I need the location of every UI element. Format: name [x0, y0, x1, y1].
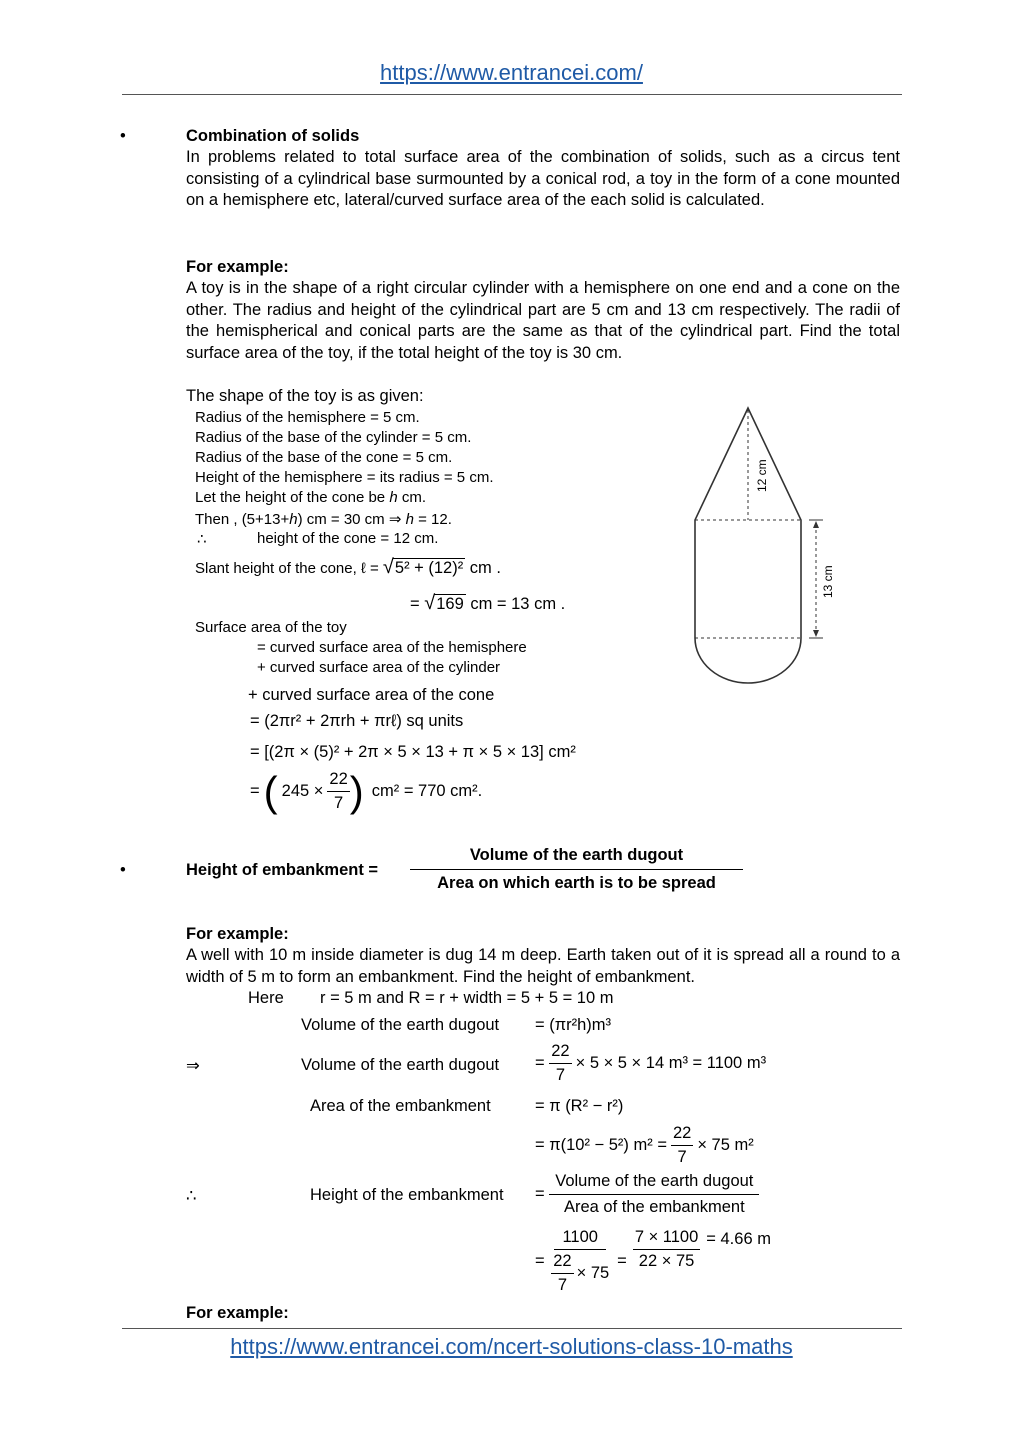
example-paragraph-2: A well with 10 m inside diameter is dug 14 m deep. Earth taken out of it is spread all a round to a width of 5 m to form an embankment. Find the height of embankment.	[186, 946, 900, 986]
cone-height-var: h	[389, 489, 398, 506]
here-text: r = 5 m and R = r + width = 5 + 5 = 10 m	[320, 989, 614, 1007]
calc-den1-tail: × 75	[576, 1264, 610, 1282]
height-frac-num: Volume of the earth dugout	[549, 1172, 759, 1195]
sa-line-1: = curved surface area of the hemisphere	[257, 639, 527, 656]
calc-den1-num: 22	[551, 1252, 573, 1274]
surface-area-label: Surface area of the toy	[195, 619, 347, 636]
cone-height-text-b: cm.	[397, 489, 427, 506]
example-label-1: For example:	[186, 258, 289, 276]
cylinder-height-label: 13 cm	[821, 565, 835, 598]
then-var-h1: h	[289, 511, 298, 528]
toy-outline	[695, 408, 801, 683]
height-frac: = $\frac{\text{Volume of the earth dugout}}{\text{Area of the embankment}}$	[535, 1172, 759, 1217]
intro-paragraph: In problems related to total surface area of the combination of solids, such as a circus tent consisting of a cylindrical base surmounted by a conical rod, a toy in the form of a cone mounted on a hemisphere etc, lateral/curved surface area of the each solid is calculated.	[186, 148, 900, 210]
given-line-2: Radius of the base of the cylinder = 5 cm.	[195, 429, 472, 446]
example-label-2: For example:	[186, 925, 289, 943]
area2-b: × 75 m²	[697, 1136, 754, 1154]
slant-result-line: = √169 cm = 13 cm .	[410, 592, 566, 614]
cone-height-result: height of the cone = 12 cm.	[257, 530, 439, 547]
header-url[interactable]: https://www.entrancei.com/	[380, 60, 643, 85]
sa-substitution: = [(2π × (5)² + 2π × 5 × 13 + π × 5 × 13] cm²	[250, 743, 576, 761]
arrowhead-bottom	[813, 630, 819, 637]
calc-result: = 4.66 m	[706, 1230, 771, 1248]
area2-num: 22	[671, 1124, 693, 1146]
slant-height-line: Slant height of the cone, ℓ = √5² + (12)² cm .	[195, 556, 501, 578]
shape-line: The shape of the toy is as given:	[186, 387, 424, 405]
area-label: Area of the embankment	[310, 1097, 491, 1115]
cone-height-label: 12 cm	[755, 459, 769, 492]
given-line-1: Radius of the hemisphere = 5 cm.	[195, 409, 420, 426]
example-label-3: For example:	[186, 1304, 289, 1322]
section-heading-embankment: Height of embankment =	[186, 861, 379, 879]
area-expr: = π (R² − r²)	[535, 1097, 624, 1115]
header-divider	[122, 94, 902, 95]
footer-url[interactable]: https://www.entrancei.com/ncert-solutions-class-10-maths	[230, 1334, 793, 1359]
then-var-h2: h	[405, 511, 414, 528]
slant-label: Slant height of the cone, ℓ =	[195, 560, 383, 577]
implies-symbol: ⇒	[186, 1057, 200, 1075]
sa-final-result: cm² = 770 cm².	[371, 782, 483, 800]
height-label: Height of the embankment	[310, 1186, 504, 1204]
slant-unit: cm .	[465, 559, 501, 577]
embankment-frac-num: Volume of the earth dugout	[410, 846, 743, 870]
slant-result: cm = 13 cm .	[465, 595, 566, 613]
calc-num2: 7 × 1100	[633, 1228, 700, 1250]
given-line-4: Height of the hemisphere = its radius = 5 cm.	[195, 469, 494, 486]
calc-den1-den: 7	[557, 1276, 567, 1294]
section-heading-combination: Combination of solids	[186, 127, 360, 145]
then-text-b: ) cm = 30 cm ⇒	[297, 511, 406, 528]
volume-expr: = (πr²h)m³	[535, 1016, 611, 1034]
bullet-1: •	[120, 127, 126, 145]
bullet-2: •	[120, 861, 126, 879]
sa-final-num: 22	[327, 770, 349, 792]
volume2-expr: = $\frac{22}{7}$ × 5 × 5 × 14 m³ = 1100 m³	[535, 1042, 767, 1084]
sa-line-2: + curved surface area of the cylinder	[257, 659, 501, 676]
area2-a: = π(10² − 5²) m² =	[535, 1136, 667, 1154]
area2-den: 7	[677, 1148, 687, 1166]
calc-den2: 22 × 75	[638, 1252, 695, 1270]
given-line-3: Radius of the base of the cone = 5 cm.	[195, 449, 453, 466]
calc-num1: 1100	[554, 1228, 605, 1250]
volume2-den: 7	[555, 1066, 565, 1084]
sa-final-a: 245 ×	[281, 782, 324, 800]
embankment-formula-frac	[410, 846, 743, 893]
then-text-c: = 12.	[413, 511, 452, 528]
sa-final-prefix: =	[250, 782, 260, 800]
sa-final-den: 7	[333, 794, 344, 812]
then-line	[195, 510, 452, 528]
embankment-frac-den: Area on which earth is to be spread	[437, 874, 716, 892]
footer-divider	[122, 1328, 902, 1329]
sa-line-3: + curved surface area of the cone	[248, 686, 495, 704]
arrowhead-top	[813, 521, 819, 528]
therefore-symbol-2: ∴	[186, 1187, 197, 1205]
cone-height-line	[195, 489, 426, 506]
therefore-symbol-1: ∴	[197, 531, 207, 548]
slant-radicand: 5² + (12)²	[394, 559, 464, 577]
sa-formula: = (2πr² + 2πrh + πrℓ) sq units	[250, 712, 464, 730]
then-text-a: Then , (5+13+	[195, 511, 290, 528]
area2-expr	[535, 1124, 754, 1167]
example-paragraph-1: A toy is in the shape of a right circular cylinder with a hemisphere on one end and a cone on the other. The radius and height of the cylindrical part are 5 cm and 13 cm respectively. The radii of the hemispherical and conical parts are the same as that of the cylindrical part. Find the total surface area of the toy, if the total height of the toy is 30 cm.	[186, 279, 900, 362]
here-label: Here	[248, 989, 284, 1007]
volume-label: Volume of the earth dugout	[301, 1016, 500, 1034]
volume2-label: Volume of the earth dugout	[301, 1056, 500, 1074]
slant-eq: =	[410, 595, 420, 613]
sa-final: = ( 245 × $\frac{22}{7}$ ) cm² = 770 cm².	[250, 767, 483, 815]
volume2-rest: × 5 × 5 × 14 m³ = 1100 m³	[575, 1054, 767, 1072]
volume2-num: 22	[549, 1042, 571, 1064]
toy-diagram	[680, 400, 840, 690]
slant-radicand-2: 169	[436, 595, 464, 613]
height-frac-den: Area of the embankment	[563, 1198, 745, 1216]
cone-height-text-a: Let the height of the cone be	[195, 489, 390, 506]
height-calc: = 1100 $\frac{22}{7}$ × 75 = $\frac{7 \times 1100}{22 \times 75}$ = 4.66 m	[535, 1228, 771, 1294]
